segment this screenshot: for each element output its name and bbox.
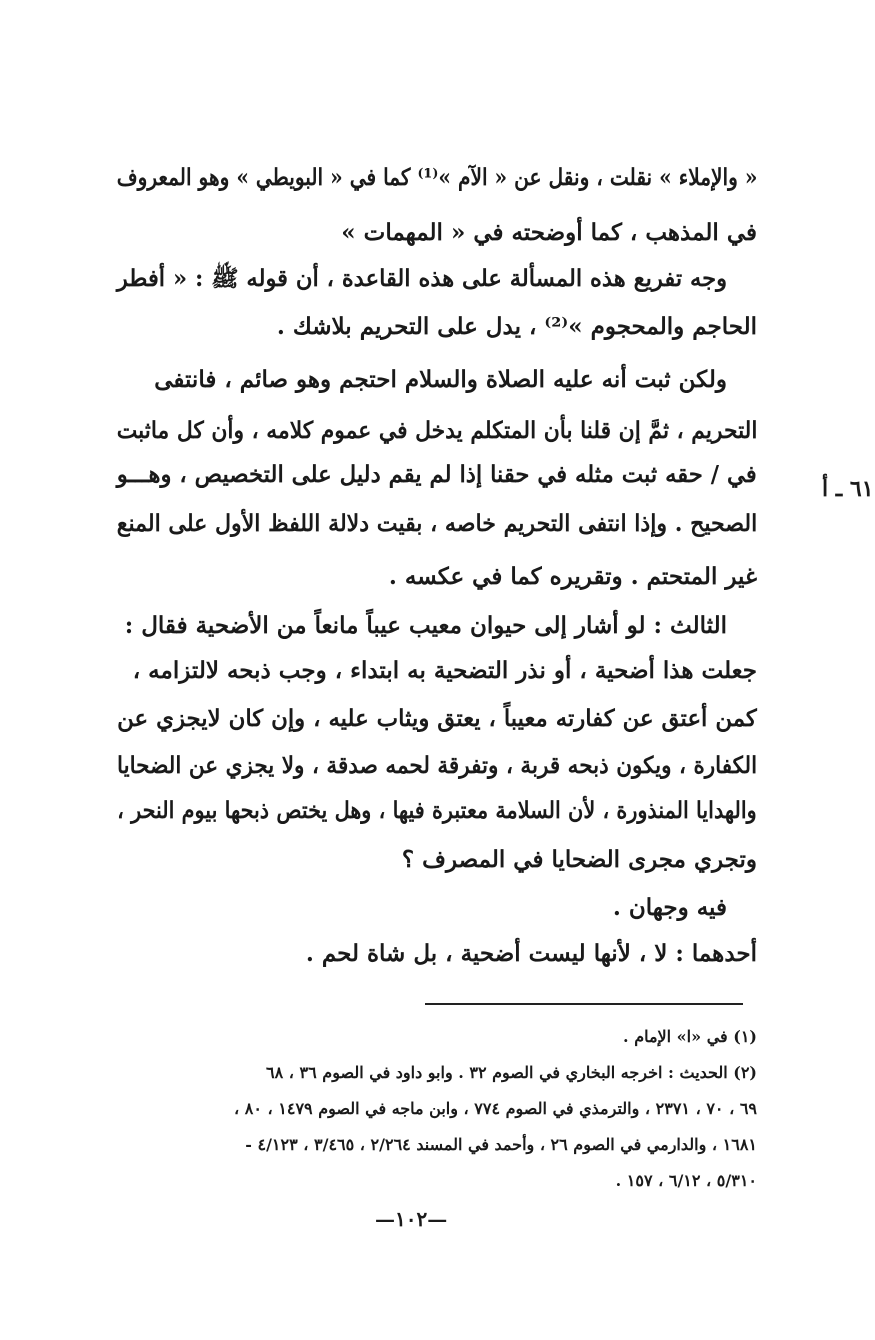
text-line-6: التحريم ، ثمَّ إن قلنا بأن المتكلم يدخل في عموم كلامه ، وأن كل ماثبت [116,417,757,444]
footnote-2-line-3: ١٦٨١ ، والدارمي في الصوم ٢٦ ، وأحمد في المسند ٢/٢٦٤ ، ٣/٤٦٥ ، ٤/١٢٣ - [245,1135,757,1154]
text-line-9: غير المتحتم . وتقريره كما في عكسه . [388,563,757,590]
text-line-4: الحاجم والمحجوم »⁽²⁾ ، يدل على التحريم بلاشك . [276,313,757,340]
text-line-17: أحدهما : لا ، لأنها ليست أضحية ، بل شاة لحم . [305,940,757,967]
manuscript-folio-note: ٦١ ـ أ [822,476,874,502]
footnote-2-line-2: ٦٩ ، ٧٠ ، ٢٣٧١ ، والترمذي في الصوم ٧٧٤ ، وابن ماجه في الصوم ١٤٧٩ ، ٨٠ ، [234,1099,757,1118]
footnote-divider [425,1003,743,1005]
footnote-2-line-4: ٥/٣١٠ ، ٦/١٢ ، ١٥٧ . [615,1171,757,1190]
text-line-15: وتجري مجرى الضحايا في المصرف ؟ [401,846,757,873]
text-line-16: فيه وجهان . [612,894,727,921]
page-number: —١٠٢— [375,1207,448,1231]
text-line-3: وجه تفريع هذه المسألة على هذه القاعدة ، أن قوله ﷺ : « أفطر [116,265,727,292]
text-line-14: والهدايا المنذورة ، لأن السلامة معتبرة فيها ، وهل يختص ذبحها بيوم النحر ، [117,797,757,824]
footnote-2-line-1: (٢) الحديث : اخرجه البخاري في الصوم ٣٢ . وابو داود في الصوم ٣٦ ، ٦٨ [266,1063,757,1082]
text-line-11: جعلت هذا أضحية ، أو نذر التضحية به ابتداء ، وجب ذبحه لالتزامه ، [132,657,757,684]
footnote-1: (١) في «ا» الإمام . [623,1027,757,1046]
text-line-1: « والإملاء » نقلت ، ونقل عن « الآم »⁽¹⁾ كما في « البويطي » وهو المعروف [116,164,757,191]
text-line-8: الصحيح . وإذا انتفى التحريم خاصه ، بقيت دلالة اللفظ الأول على المنع [116,510,757,537]
text-line-13: الكفارة ، ويكون ذبحه قربة ، وتفرقة لحمه صدقة ، ولا يجزي عن الضحايا [116,752,757,779]
text-line-5: ولكن ثبت أنه عليه الصلاة والسلام احتجم وهو صائم ، فانتفى [154,366,727,393]
text-line-2: في المذهب ، كما أوضحته في « المهمات » [341,219,757,246]
text-line-7: في / حقه ثبت مثله في حقنا إذا لم يقم دليل على التخصيص ، وهـــو [117,461,757,488]
text-line-12: كمن أعتق عن كفارته معيباً ، يعتق ويثاب عليه ، وإن كان لايجزي عن [117,705,757,732]
text-line-10: الثالث : لو أشار إلى حيوان معيب عيباً مانعاً من الأضحية فقال : [124,612,727,639]
